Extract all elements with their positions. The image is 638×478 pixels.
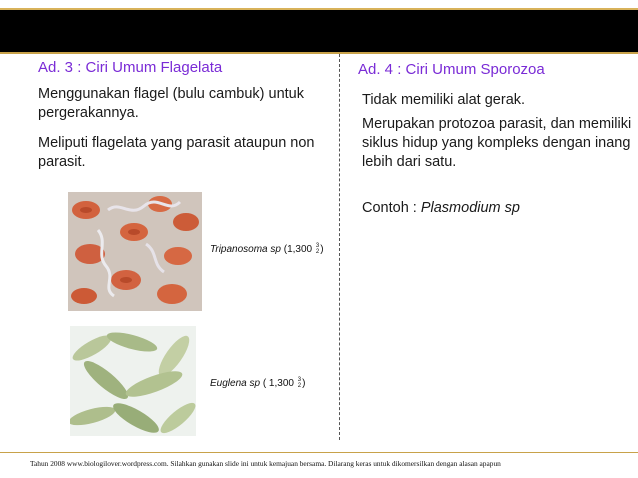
right-para-2: Merupakan protozoa parasit, dan memiliki siklus hidup yang kompleks dengan inang lebih dari satu. — [362, 116, 632, 170]
euglena-fraction — [298, 377, 301, 389]
euglena-close: ) — [302, 378, 306, 389]
footer — [0, 452, 638, 478]
euglena-species: Euglena sp — [210, 378, 261, 389]
euglena-photo — [70, 326, 196, 436]
example-label: Contoh : — [362, 200, 421, 216]
left-para-1: Menggunakan flagel (bulu cambuk) untuk pergerakannya. — [38, 86, 304, 121]
right-example — [362, 199, 632, 218]
footer-text: Tahun 2008 www.biologilover.wordpress.com. Silahkan gunakan slide ini untuk kemajuan bersama. Dilarang keras untuk dikomersilkan dengan alasan apapun — [30, 459, 501, 468]
fraction-top: 3 — [297, 377, 302, 384]
right-heading: Ad. 4 : Ciri Umum Sporozoa — [358, 61, 545, 78]
tripanosoma-photo — [68, 192, 202, 311]
right-para-1: Tidak memiliki alat gerak. — [362, 92, 526, 108]
tripanosoma-scale: (1,300 — [280, 244, 315, 255]
column-divider — [339, 54, 340, 440]
tripanosoma-caption — [210, 243, 324, 257]
example-species: Plasmodium sp — [420, 200, 520, 216]
tripanosoma-species: Tripanosoma sp — [210, 244, 281, 255]
title-bar — [0, 0, 638, 54]
tripanosoma-fraction — [316, 243, 319, 255]
fraction-bottom: 2 — [297, 383, 302, 390]
left-heading: Ad. 3 : Ciri Umum Flagelata — [38, 59, 223, 76]
fraction-top: 3 — [315, 243, 320, 250]
euglena-scale: ( 1,300 — [260, 378, 297, 389]
left-para-2: Meliputi flagelata yang parasit ataupun non parasit. — [38, 135, 315, 170]
tripanosoma-close: ) — [320, 244, 324, 255]
fraction-bottom: 2 — [315, 249, 320, 256]
euglena-caption — [210, 377, 305, 391]
